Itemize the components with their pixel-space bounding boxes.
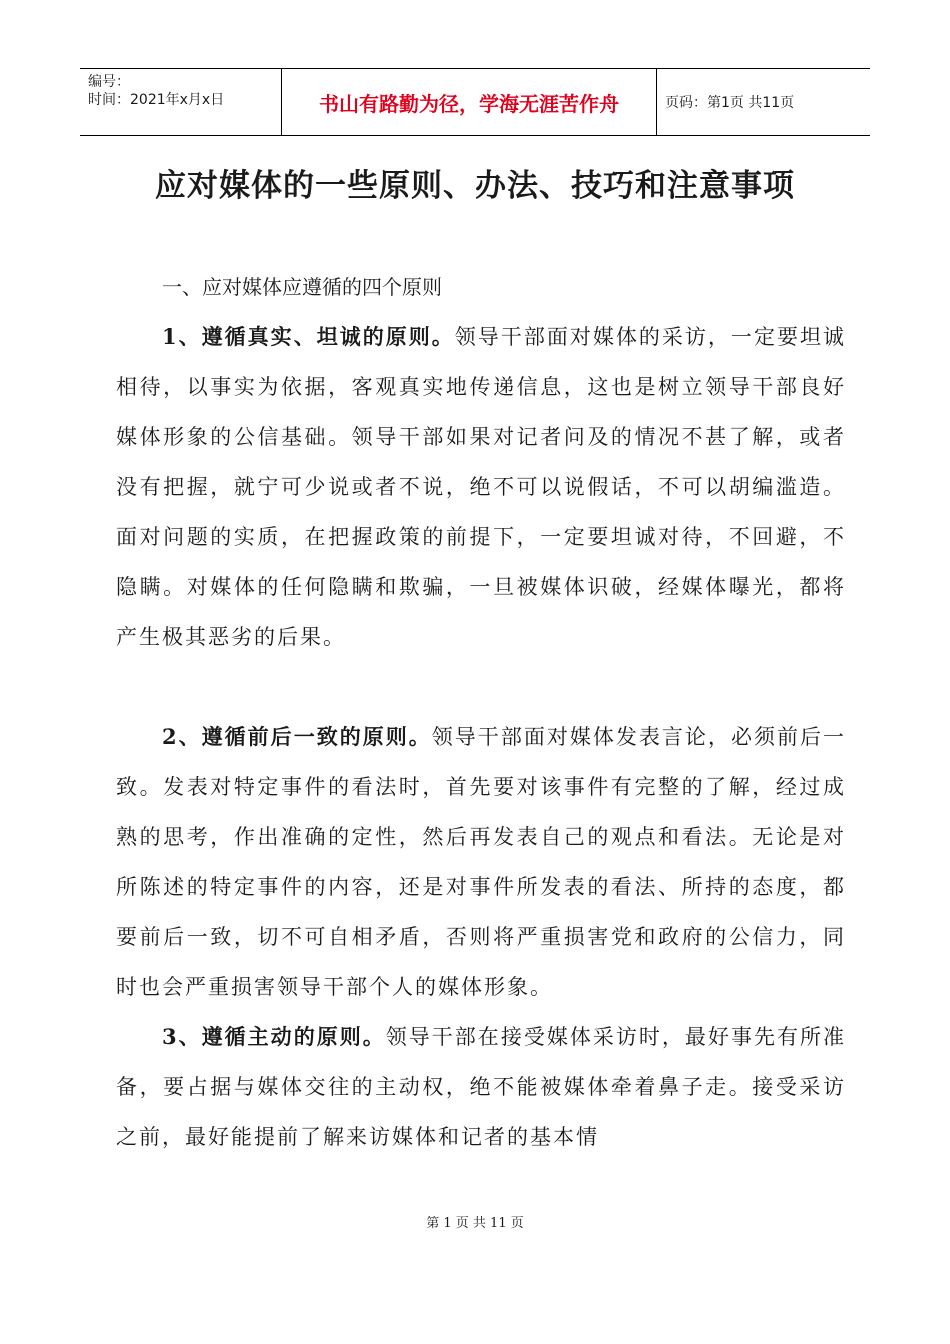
document-number-label: 编号： xyxy=(88,74,130,90)
paragraph-lead: 1、遵循真实、坦诚的原则。 xyxy=(162,324,455,349)
header-motto: 书山有路勤为径，学海无涯苦作舟 xyxy=(282,69,657,135)
header-meta xyxy=(80,69,282,135)
paragraph-text: 领导干部在接受媒体采访时，最好事先有所准备，要占据与媒体交往的主动权，绝不能被媒体牵着鼻子走。接受采访之前，最好能提前了解来访媒体和记者的基本情 xyxy=(116,1025,846,1149)
paragraph-principle-1 xyxy=(116,312,846,662)
paragraph-principle-3 xyxy=(116,1012,846,1162)
paragraph-spacer xyxy=(116,662,846,712)
paragraph-lead: 2、遵循前后一致的原则。 xyxy=(162,724,432,749)
header-page-info: 页码：第1页 共11页 xyxy=(665,95,795,111)
page-footer: 第 1 页 共 11 页 xyxy=(426,1216,524,1231)
document-body xyxy=(116,262,846,1162)
page-header xyxy=(80,68,870,136)
paragraph-principle-2 xyxy=(116,712,846,1012)
document-title: 应对媒体的一些原则、办法、技巧和注意事项 xyxy=(155,168,795,204)
paragraph-lead: 3、遵循主动的原则。 xyxy=(162,1024,386,1049)
section-heading: 一、应对媒体应遵循的四个原则 xyxy=(162,275,442,299)
document-time-label: 时间：2021年x月x日 xyxy=(88,92,225,108)
paragraph-text: 领导干部面对媒体发表言论，必须前后一致。发表对特定事件的看法时，首先要对该事件有完整的了解，经过成熟的思考，作出准确的定性，然后再发表自己的观点和看法。无论是对所陈述的特定事件的内容，还是对事件所发表的看法、所持的态度，都要前后一致，切不可自相矛盾，否则将严重损害党和政府的公信力，同时也会严重损害领导干部个人的媒体形象。 xyxy=(116,725,846,999)
paragraph-text: 领导干部面对媒体的采访，一定要坦诚相待，以事实为依据，客观真实地传递信息，这也是树立领导干部良好媒体形象的公信基础。领导干部如果对记者问及的情况不甚了解，或者没有把握，就宁可少说或者不说，绝不可以说假话，不可以胡编滥造。面对问题的实质，在把握政策的前提下，一定要坦诚对待，不回避，不隐瞒。对媒体的任何隐瞒和欺骗，一旦被媒体识破，经媒体曝光，都将产生极其恶劣的后果。 xyxy=(116,325,846,649)
